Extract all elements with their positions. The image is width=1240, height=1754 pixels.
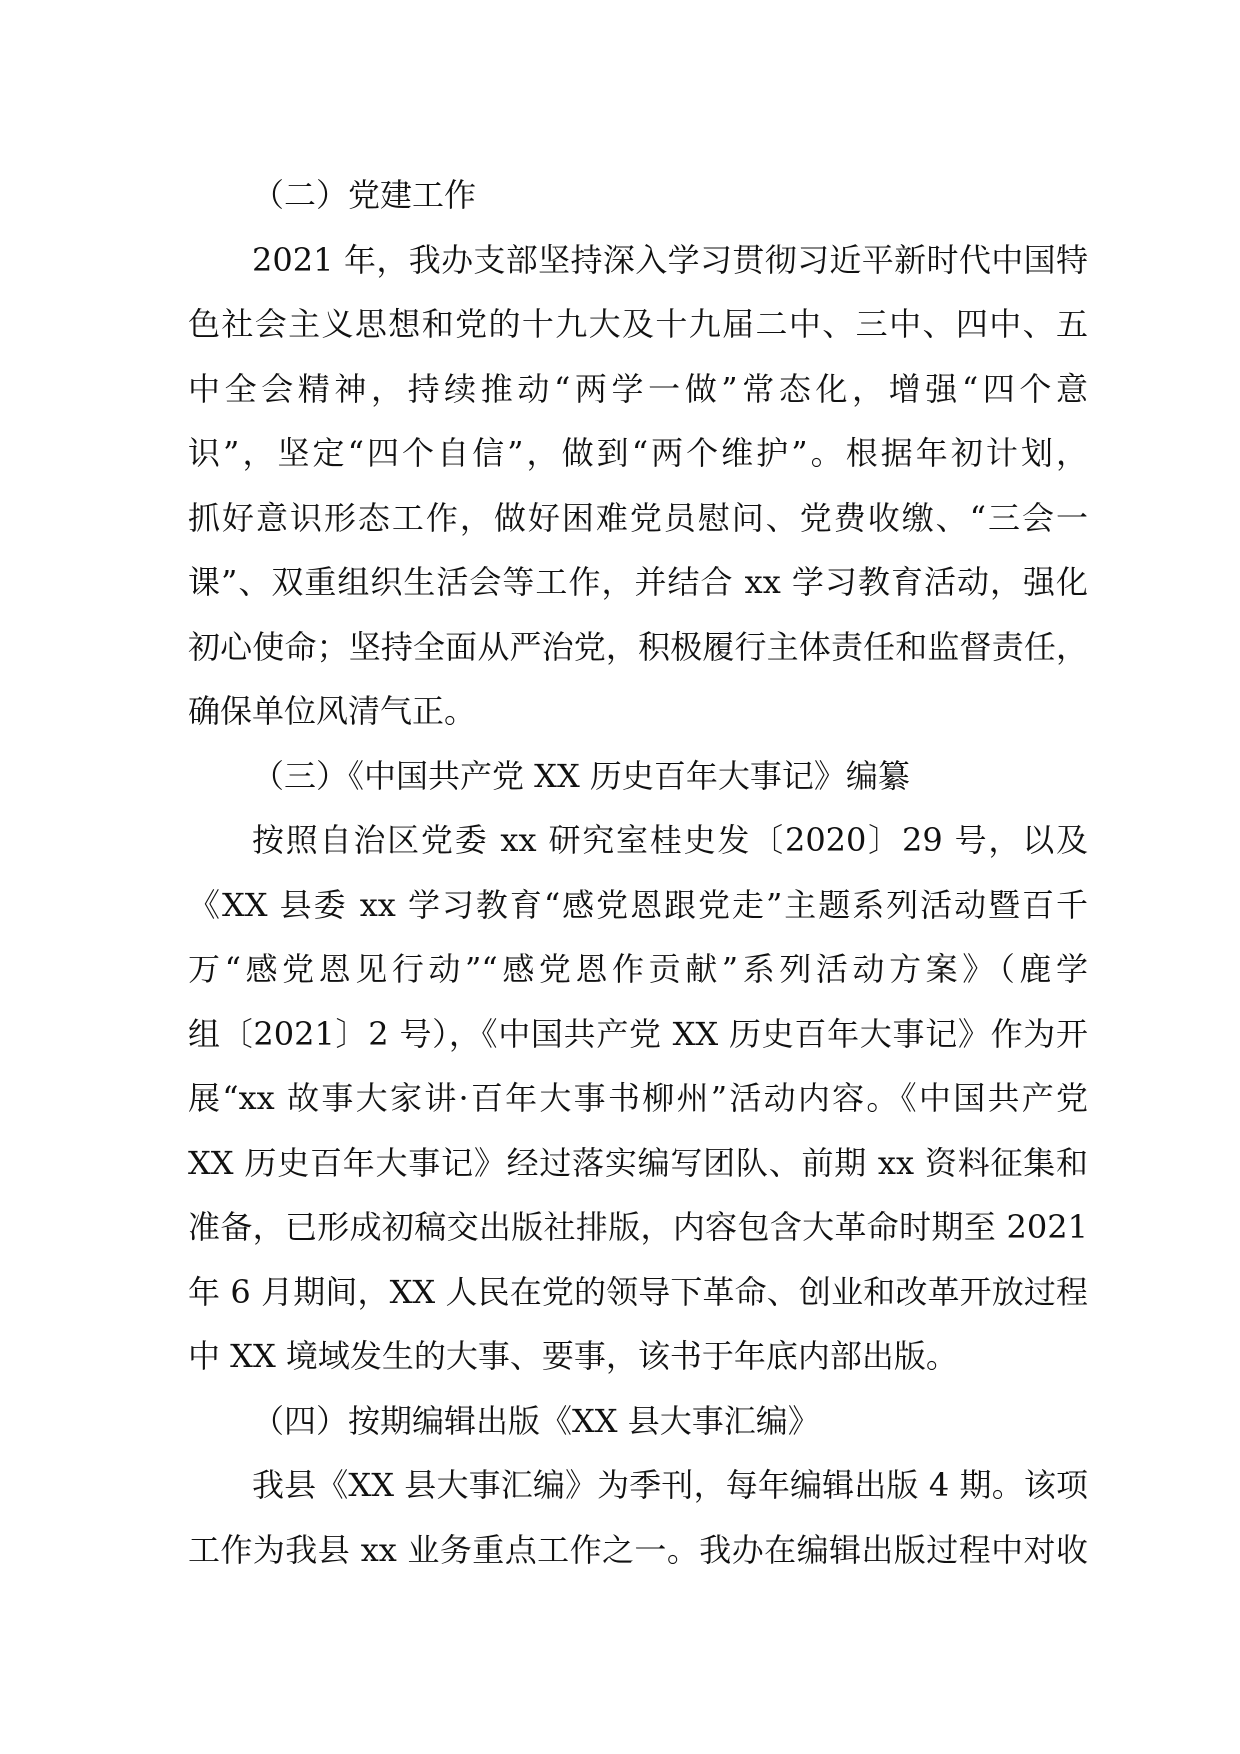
- section-chronicle-compilation: [188, 744, 1088, 1389]
- paragraph-line: 确保单位风清气正。: [188, 692, 477, 730]
- paragraph-line: 识”，坚定“四个自信”，做到“两个维护”。根据年初计划，: [188, 434, 1088, 472]
- paragraph-line: 课”、双重组织生活会等工作，并结合 xx 学习教育活动，强化: [188, 563, 1088, 601]
- paragraph-line: 我县《XX 县大事汇编》为季刊，每年编辑出版 4 期。该项: [252, 1466, 1088, 1504]
- section-party-building: [188, 163, 1088, 744]
- section-events-compilation: [188, 1389, 1088, 1583]
- section-heading: （三）《中国共产党 XX 历史百年大事记》编纂: [252, 756, 910, 795]
- paragraph-line: 初心使命；坚持全面从严治党，积极履行主体责任和监督责任，: [188, 627, 1088, 666]
- paragraph-line: 抓好意识形态工作，做好困难党员慰问、党费收缴、“三会一: [188, 498, 1088, 537]
- section-heading: （四）按期编辑出版《XX 县大事汇编》: [252, 1401, 820, 1440]
- paragraph-line: 《XX 县委 xx 学习教育“感党恩跟党走”主题系列活动暨百千: [188, 885, 1088, 924]
- paragraph-line: 中全会精神，持续推动“两学一做”常态化，增强“四个意: [188, 369, 1088, 408]
- paragraph-line: 年 6 月期间，XX 人民在党的领导下革命、创业和改革开放过程: [188, 1272, 1088, 1311]
- paragraph-line: 按照自治区党委 xx 研究室桂史发〔2020〕29 号，以及: [252, 821, 1088, 859]
- paragraph-line: 组〔2021〕2 号），《中国共产党 XX 历史百年大事记》作为开: [188, 1014, 1088, 1053]
- paragraph-line: XX 历史百年大事记》经过落实编写团队、前期 xx 资料征集和: [188, 1143, 1088, 1182]
- paragraph-line: 工作为我县 xx 业务重点工作之一。我办在编辑出版过程中对收: [188, 1530, 1088, 1569]
- paragraph-line: 色社会主义思想和党的十九大及十九届二中、三中、四中、五: [188, 305, 1088, 343]
- section-heading: （二）党建工作: [252, 176, 477, 214]
- paragraph-line: 万“感党恩见行动”“感党恩作贡献”系列活动方案》（鹿学: [188, 950, 1088, 988]
- paragraph-line: 展“xx 故事大家讲·百年大事书柳州”活动内容。《中国共产党: [188, 1079, 1088, 1117]
- paragraph-line: 中 XX 境域发生的大事、要事，该书于年底内部出版。: [188, 1337, 958, 1375]
- document-body: [188, 163, 1088, 1582]
- paragraph-line: 准备，已形成初稿交出版社排版，内容包含大革命时期至 2021: [188, 1208, 1088, 1246]
- paragraph-line: 2021 年，我办支部坚持深入学习贯彻习近平新时代中国特: [252, 240, 1088, 279]
